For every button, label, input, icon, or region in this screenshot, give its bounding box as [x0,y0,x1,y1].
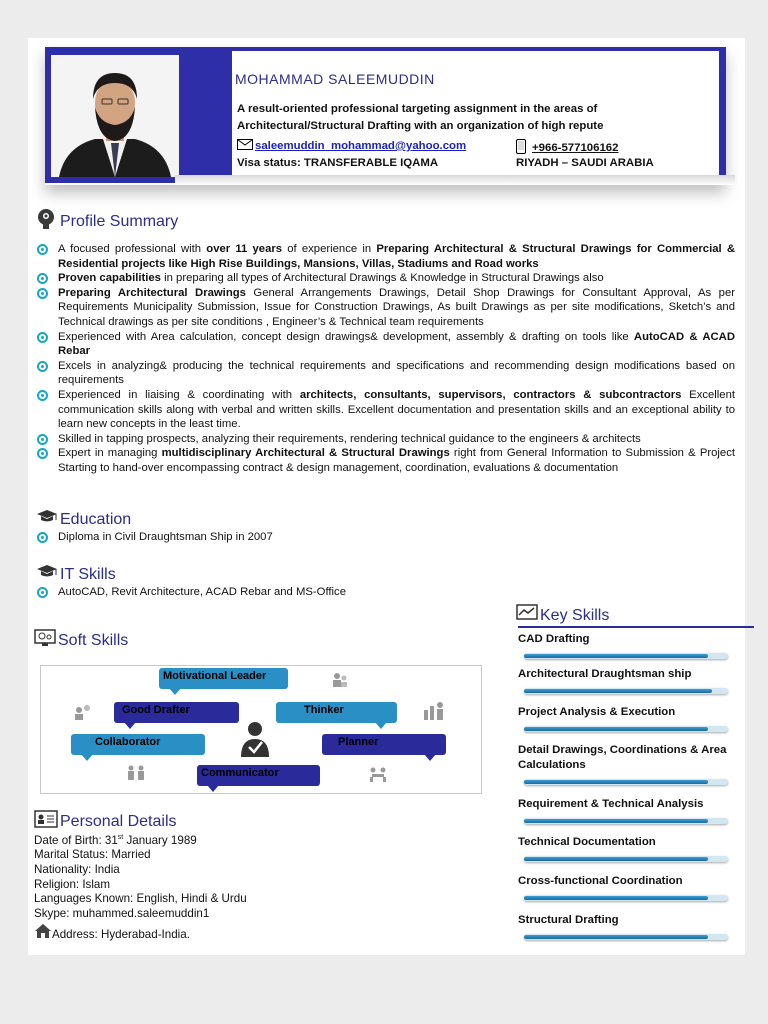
bullet-icon [37,332,48,343]
date-of-birth [34,831,247,848]
list-item [36,330,735,359]
dob-day: Date of Birth: 31 [34,833,118,847]
summary-highlight: architects, consultants, supervisors, contractors & subcontractors [299,388,682,401]
key-skills-title: Key Skills [540,606,610,624]
bullet-icon [37,288,48,299]
monitor-gear-icon [34,629,56,652]
address: Address: Hyderabad-India. [52,928,190,942]
visa-status: Visa status: TRANSFERABLE IQAMA [237,157,439,169]
key-skill-bar [524,726,728,732]
list-item [36,286,735,330]
key-skill-label: Requirement & Technical Analysis [518,798,704,810]
key-skill-label: CAD Drafting [518,633,590,645]
list-item [36,446,735,475]
phone-number: +966-577106162 [532,142,619,154]
id-card-icon [34,810,58,833]
planner-bubble [322,734,446,755]
head-gear-icon [36,208,58,235]
summary-highlight: multidisciplinary Architectural & Structural Drawings [161,447,450,460]
summary-text: Excels in analyzing& producing the technical requirements and specifications and recommending design modifications based on requirements [58,359,735,387]
list-item [36,242,735,271]
key-skill-label: Technical Documentation [518,836,656,848]
education-item: Diploma in Civil Draughtsman Ship in 2007 [58,531,273,543]
bullet-icon [37,273,48,284]
key-skills-rule [518,626,754,628]
summary-text: Experienced with Area calculation, concept design drawings& development, assembly & drafting on tools like [58,330,634,343]
bullet-icon [37,361,48,372]
key-skill-item [518,743,748,773]
summary-text: of experience in [282,243,377,255]
key-skill-item [518,874,748,889]
envelope-icon [237,139,253,153]
chart-board-icon [516,604,538,627]
key-skill-item [518,705,748,720]
resume-header [45,47,726,195]
key-skills-heading [516,604,609,627]
key-skill-label: Cross-functional Coordination [518,875,683,887]
meeting-icon [369,766,387,782]
skype: Skype: muhammed.saleemuddin1 [34,906,210,920]
person-check-icon [239,721,271,757]
profile-photo [51,55,179,177]
bullet-icon [37,587,48,598]
key-skill-bar [524,934,728,940]
list-item [36,530,726,545]
phone-row [516,139,618,157]
photo-frame [45,47,232,183]
key-skill-bar-fill [524,935,708,939]
key-skill-label: Architectural Draughtsman ship [518,668,692,680]
key-skill-label: Project Analysis & Execution [518,706,676,718]
good-drafter-label: Good Drafter [122,704,190,716]
it-skills-title: IT Skills [60,565,116,583]
key-skill-label: Structural Drafting [518,914,619,926]
collaborator-bubble [71,734,205,755]
location: RIYADH – SAUDI ARABIA [516,157,654,169]
list-item [36,359,735,388]
summary-text: A focused professional with [58,243,207,255]
summary-highlight: Proven capabilities [58,272,161,285]
summary-text: in preparing all types of Architectural Drawings & Knowledge in Structural Drawings also [160,272,604,285]
key-skill-bar-fill [524,689,712,693]
religion: Religion: Islam [34,877,111,891]
motivational-leader-bubble [159,668,288,689]
communicator-bubble [197,765,320,786]
tagline-line-2: Architectural/Structural Drafting with an organization of high repute [237,120,604,132]
team-chart-icon [423,700,445,722]
key-skill-bar-fill [524,654,708,658]
summary-text: Skilled in tapping prospects, analyzing their requirements, rendering technical guidance to the engineers & architects [58,432,641,445]
thinker-bubble [276,702,397,723]
key-skill-bar [524,688,728,694]
resume-page [28,38,745,955]
header-divider [175,175,735,185]
good-drafter-bubble [114,702,239,723]
graduation-cap-icon [36,564,58,585]
marital-status: Marital Status: Married [34,848,151,862]
person-idea-icon [73,704,91,720]
candidate-name: MOHAMMAD SALEEMUDDIN [235,71,435,87]
list-item [36,432,735,447]
key-skill-bar [524,856,728,862]
education-title: Education [60,510,132,528]
it-skills-heading [36,564,116,585]
bullet-icon [37,448,48,459]
tagline-line-1: A result-oriented professional targeting assignment in the areas of [237,103,598,115]
nationality: Nationality: India [34,863,120,877]
key-skill-bar [524,895,728,901]
bullet-icon [37,390,48,401]
summary-text: Expert in managing [58,447,162,460]
personal-details [34,831,247,943]
languages: Languages Known: English, Hindi & Urdu [34,892,247,906]
soft-skills-diagram [40,665,482,794]
key-skill-item [518,797,748,812]
list-item [36,585,506,600]
education-list [36,530,726,545]
key-skill-item [518,913,748,928]
communicator-label: Communicator [201,767,279,779]
personal-details-heading [34,810,177,833]
profile-summary-heading [36,208,178,235]
profile-summary-title: Profile Summary [60,212,179,230]
bullet-icon [37,244,48,255]
list-item [36,271,735,286]
bullet-icon [37,532,48,543]
profile-summary-list [36,242,735,476]
key-skill-item [518,835,748,850]
key-skill-item [518,632,748,647]
key-skill-bar [524,818,728,824]
key-skill-bar-fill [524,819,708,823]
people-icon [331,672,349,688]
summary-text: Excellent communication skills along with verbal and written skills. Excellent documentation and presentation skills and an exceptional ability to learn new concepts in the least time. [58,388,736,431]
dob-suffix: st [117,834,124,841]
dob-month-year: January 1989 [123,833,197,847]
planner-label: Planner [338,736,379,748]
motivational-leader-label: Motivational Leader [163,670,267,682]
key-skill-bar [524,779,728,785]
email-row [237,139,466,153]
personal-details-title: Personal Details [60,812,177,830]
key-skill-bar [524,653,728,659]
two-people-icon [127,765,145,781]
summary-highlight: AutoCAD & ACAD Rebar [58,330,735,358]
thinker-label: Thinker [304,704,344,716]
house-icon [34,923,52,943]
bullet-icon [37,434,48,445]
key-skill-item [518,667,748,682]
key-skill-bar-fill [524,896,708,900]
summary-highlight: Preparing Architectural Drawings [58,286,246,299]
key-skill-bar-fill [524,780,708,784]
mobile-phone-icon [516,139,526,157]
soft-skills-title: Soft Skills [58,631,129,649]
summary-highlight: Preparing Architectural & Structural Drawings for Commercial & Residential projects like High Rise Buildings, Mansions, Villas, Stadiums and Road works [58,243,736,270]
it-skills-list [36,585,506,600]
soft-skills-heading [34,629,128,652]
address-row [34,923,247,943]
summary-text: right from General Information to Submission & Project Starting to hand-over encompassing contract & design management, coordination, evaluations & documentation [58,447,735,474]
collaborator-label: Collaborator [95,736,161,748]
email-link[interactable]: saleemuddin_mohammad@yahoo.com [255,140,467,152]
education-heading [36,509,131,530]
key-skill-label: Detail Drawings, Coordinations & Area Calculations [518,744,727,771]
it-skills-item: AutoCAD, Revit Architecture, ACAD Rebar and MS-Office [58,586,346,598]
summary-text: Experienced in liaising & coordinating with [58,388,300,401]
graduation-cap-icon [36,509,58,530]
summary-text: General Arrangements Drawings, Detail Shop Drawings for Consultant Approval, As per Requirements Municipality Submission, Issue for Construction Drawings, As built Drawings as per site modifications, Sketch’s and Technical drawings as per site conditions , Engineer’s & Technical team requirements [58,286,735,328]
summary-highlight: over 11 years [206,243,283,255]
key-skill-bar-fill [524,727,708,731]
key-skill-bar-fill [524,857,708,861]
list-item [36,388,735,432]
